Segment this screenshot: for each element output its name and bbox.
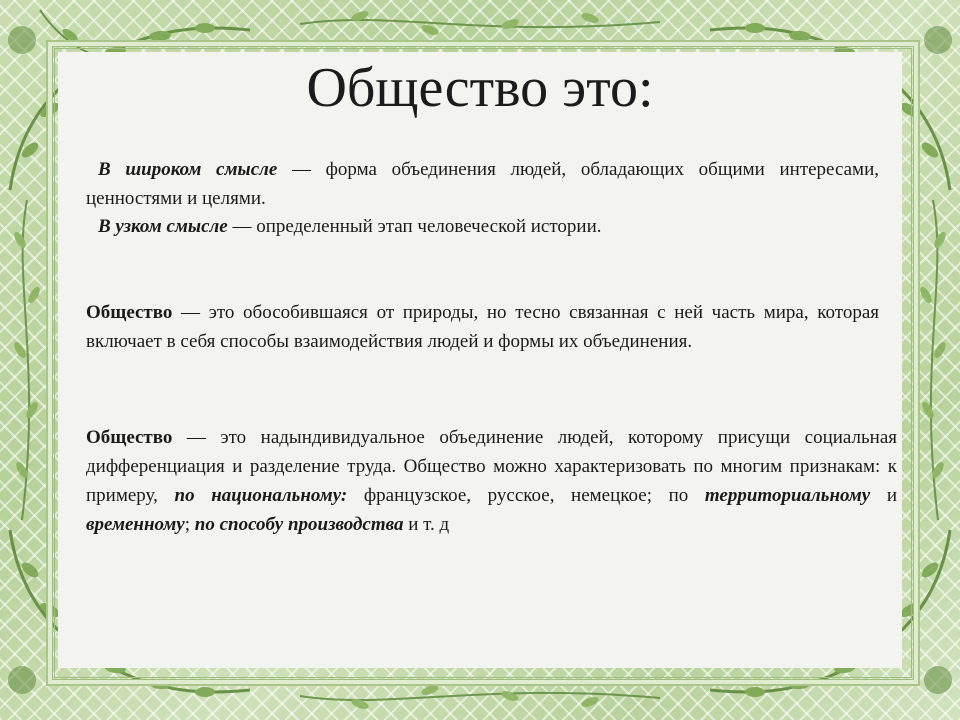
vine-ornament-right-edge xyxy=(908,200,958,520)
paragraph2-part4: ; xyxy=(184,514,195,535)
paragraph2-part5: и т. д xyxy=(403,514,450,535)
paragraph-society-supraindividual xyxy=(86,423,897,539)
content-panel xyxy=(58,52,902,668)
definition-broad xyxy=(86,155,879,213)
definition-narrow-text: — определенный этап человеческой истории. xyxy=(227,216,602,237)
paragraph2-part3: и xyxy=(870,485,898,506)
vine-ornament-bottom-edge xyxy=(300,674,660,718)
definition-broad-text: — форма объединения людей, обладающих общими интересами, ценностями и целями. xyxy=(86,159,880,209)
slide-title: Общество это: xyxy=(306,57,654,119)
criterion-territorial: территориальному xyxy=(704,485,871,506)
definition-narrow xyxy=(86,212,891,241)
definition-narrow-term: В узком смысле xyxy=(98,216,228,237)
criterion-production: по способу производства xyxy=(194,514,404,535)
paragraph-society-nature xyxy=(86,298,879,356)
paragraph1-text: — это обособившаяся от природы, но тесно связанная с ней часть мира, которая включает в себя способы взаимодействия людей и формы их объединения. xyxy=(86,302,879,352)
paragraph2-term: Общество xyxy=(86,427,173,448)
paragraph2-part2: французское, русское, немецкое; по xyxy=(347,485,705,506)
definition-broad-term: В широком смысле xyxy=(98,159,278,180)
criterion-temporal: временному xyxy=(86,514,185,535)
vine-ornament-left-edge xyxy=(2,200,52,520)
paragraph1-term: Общество xyxy=(86,302,173,323)
criterion-national: по национальному: xyxy=(174,485,348,506)
paragraph2-part1: — это надындивидуальное объединение людей, которому присущи социальная дифференциация и разделение труда. Общество можно характеризовать по многим признакам: к примеру, xyxy=(86,427,897,506)
vine-ornament-top-edge xyxy=(300,2,660,46)
